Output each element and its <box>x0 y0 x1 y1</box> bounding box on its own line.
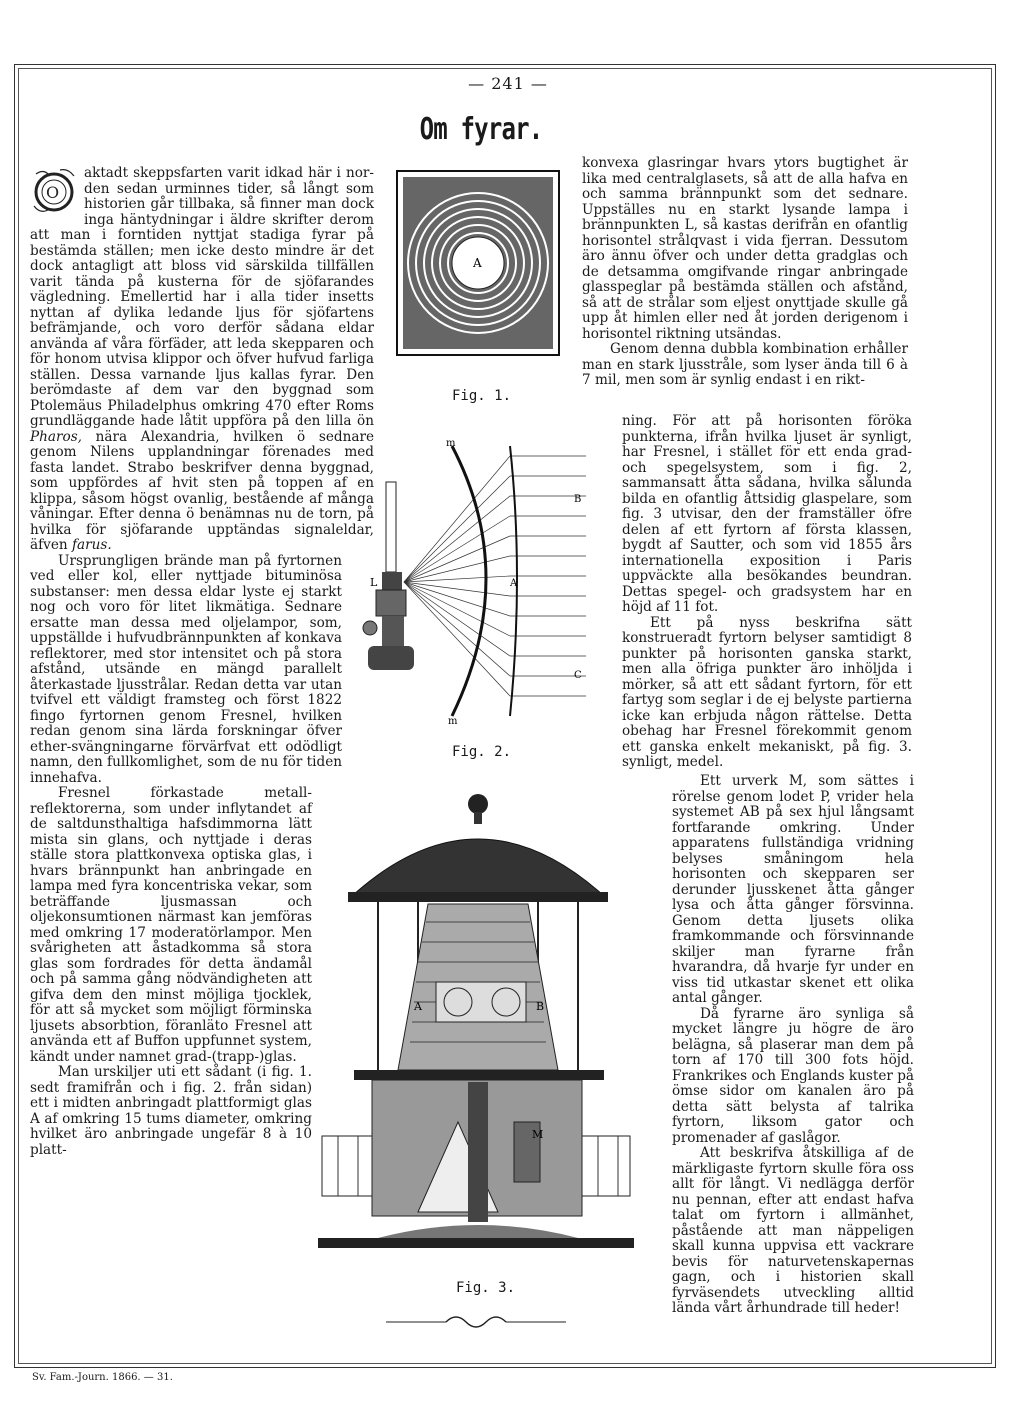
footer-journal-ref: Sv. Fam.-Journ. 1866. — 31. <box>32 1372 173 1383</box>
left-p1-line4: inga häntydningar i äldre skrifter derom att man i forntiden nyttjat stadiga fyrar på bestämda ställen; men icke desto mindre är det dock antagligt att bloss vid särskilda tillfällen varit tända på kusterna för de sjöfarandes vägledning. Emellertid har i alla tider insetts nyttan af dylika ledande ljus för sjöfartens befrämjande, och voro derför sådana eldar använda af våra förfäder, att leda skepparen och för honom utvisa klippor och öfver hufvud farliga ställen. Dessa varnande ljus kallas fyrar. Den berömdaste af dem var den byggnad som Ptolemäus Philadelphus omkring 470 efter Roms grundläggande hade låtit uppföra på den lilla ön <box>30 211 374 429</box>
fig2-label-m-top: m <box>446 438 456 449</box>
left-p3: Fresnel förkastade metall-reflektorerna, som under inflytandet af de saltdunsthaltiga hafsdimmorna lätt mista sin glans, och nyttjade i deras ställe stora plattkonvexa optiska glas, i hvars brännpunkt han anbringade en lampa med fyra koncentriska vekar, som beträffande ljusmassan och oljekonsumtionen närmast kan jemföras med omkring 17 moderatörlampor. Men svårigheten att åstadkomma så stora glas som fordrades för detta ändamål och på samma gång nödvändigheten att gifva dem den minst möjliga tjocklek, för att så mycket som möjligt förminska ljusets absorbtion, föranläto Fresnel att använda ett af Buffon uppfunnet system, kändt under namnet grad-(trapp-)glas. <box>30 785 312 1065</box>
dropcap-letter: O <box>46 183 60 202</box>
figure-3-lighthouse <box>318 792 634 1256</box>
fig2-label-c: C <box>574 670 582 681</box>
left-p1 <box>30 166 374 554</box>
fig2-label-l: L <box>370 576 378 589</box>
fig1-label-a: A <box>473 256 482 270</box>
left-p2: Ursprungligen brände man på fyrtornen ved eller kol, eller nyttjade bituminösa substanser: men dessa eldar lyste ej starkt nog och voro för litet likmätiga. Sednare ersatte man dessa med oljelampor, som, uppställde i hufvudbrännpunkten af konkava reflektorer, med stor intensitet och på stora afstånd, utsände en mängd parallelt återkastade ljusstrålar. Redan detta var utan tvifvel ett väldigt framsteg och först 1822 fingo fyrtornen genom Fresnel, hvilken redan genom sina lärda forskningar öfver ether-svängningarne förvärfvat ett odödligt namn, den fullkomlighet, som de nu för tiden innehafva. <box>30 552 342 786</box>
right-p6: Att beskrifva åtskilliga af de märkligaste fyrtorn skulle föra oss allt för långt. Vi nedlägga derför nu pennan, efter att endast hafva talat om fyrtorn i allmänhet, påstående att man näppeligen skall kunna uppvisa ett vackrare bevis för naturvetenskapernas gagn, och i historien skall fyrväsendets utveckling alltid lända vårt århundrade till heder! <box>672 1145 914 1316</box>
fig2-label-b: B <box>574 494 582 505</box>
right-p4: Ett urverk M, som sättes i rörelse genom lodet P, vrider hela systemet AB på sex hjul långsamt fortfarande omkring. Under apparatens fullständiga vridning belyses småningom hela horisonten och skepparen ser derunder ljusskenet åtta gånger lysa och åtta gånger försvinna. Genom detta ljusets olika framkommande och försvinnande skiljer man fyrarne från hvarandra, då hvarje fyr under en viss tid utkastar skenet ett olika antal gånger. <box>672 773 914 1006</box>
closing-ornament <box>386 1312 566 1332</box>
left-p1-line1: aktadt skeppsfarten varit idkad här i nor- <box>84 165 374 181</box>
page-number: — 241 — <box>468 74 548 93</box>
fig3-label-m: M <box>532 1128 544 1141</box>
right-p5: Då fyrarne äro synliga så mycket längre ju högre de äro belägna, så plaserar man dem på torn af 170 till 300 fots höjd. Frankrikes och Englands kuster på ömse sidor om kanalen äro på detta sätt belysta af talrika fyrtorn, liksom gator och promenader af gaslågor. <box>672 1005 915 1146</box>
figure-1-lens-front <box>396 170 560 356</box>
dropcap-ornament <box>30 166 78 216</box>
fig1-caption: Fig. 1. <box>452 388 512 404</box>
right-p2-start: Genom denna dubbla kombination erhåller man en stark ljusstråle, som lyser ända till 6 à 7 mil, men som är synlig endast i en rikt- <box>582 341 908 388</box>
fig2-label-a: A <box>510 578 518 589</box>
right-p1: konvexa glasringar hvars ytors bugtighet är lika med centralglasets, så att de alla hafva en och samma brännpunkt som det sednare. Uppställes nu en starkt lysande lampa i brännpunkten L, så kastas derifrån en ofantlig horisontel strålqvast i vida fjerran. Dessutom äro ännu öfver och under detta gradglas och de detsamma omgifvande ringar anbringade glasspeglar på bestämda ställen och afstånd, så att de strålar som eljest onyttjade skulle gå upp åt himlen eller ned åt jorden derigenom i horisontel riktning utsändas. <box>582 155 908 342</box>
farus-word: farus. <box>71 537 112 553</box>
pharos-word: Pharos, <box>30 428 82 445</box>
left-p1-end: nära Alexandria, hvilken ö sednare genom Nilens upplandningar förenades med fasta landet. Strabo beskrifver denna byggnad, som uppfördes af hvit sten på toppen af en klippa, såsom högst ovanlig, bestående af många våningar. Efter denna ö benämnas nu de torn, på hvilka för sjöfarande upptändas signaleldar, äfven <box>30 428 374 553</box>
article-title: Om fyrar. <box>419 112 543 147</box>
right-column-mid <box>622 414 912 771</box>
fig3-label-b: B <box>536 1000 545 1013</box>
fig2-caption: Fig. 2. <box>452 744 512 760</box>
left-p1-line2: den sedan urminnes tider, så långt som <box>84 180 374 197</box>
fig2-label-m-bottom: m <box>448 716 458 726</box>
fig3-caption: Fig. 3. <box>456 1280 516 1296</box>
left-p4: Man urskiljer uti ett sådant (i fig. 1. sedt framifrån och i fig. 2. från sidan) ett i midten anbringadt plattformigt glas A af omkring 15 tums diameter, omkring hvilket äro anbringade ungefär 8 à 10 platt- <box>30 1064 312 1158</box>
figure-2-lens-side <box>360 436 594 726</box>
left-p1-line3: historien går tillbaka, så finner man dock <box>84 196 374 212</box>
right-column-bottom <box>672 774 914 1317</box>
fig3-label-a: A <box>414 1000 422 1013</box>
right-column-top <box>582 156 908 389</box>
right-p2-cont: ning. För att på horisonten föröka punkterna, ifrån hvilka ljuset är synligt, har Fresnel, i stället för ett enda grad- och spegelsystem, som i fig. 2, sammansatt åtta sådana, hvilka sålunda bilda en ofantlig åttsidig glaspelare, som fig. 3 utvisar, den der framställer öfre delen af ett fyrtorn af första klassen, bygdt af Sautter, och som vid 1855 års internationella exposition i Paris uppväckte alla besökandes beundran. Dettas spegel- och gradsystem har en höjd af 11 fot. <box>622 413 912 615</box>
right-p3: Ett på nyss beskrifna sätt konstrueradt fyrtorn belyser samtidigt 8 punkter på horisonten ganska starkt, men alla öfriga punkter äro inhöljda i mörker, så att ett sådant fyrtorn, för ett fartyg som seglar i de ej belyste partierna icke kan erbjuda någon rättelse. Detta obehag har Fresnel förekommit genom ett ganska enkelt mekaniskt, på fig. 3. synligt, medel. <box>622 614 912 770</box>
